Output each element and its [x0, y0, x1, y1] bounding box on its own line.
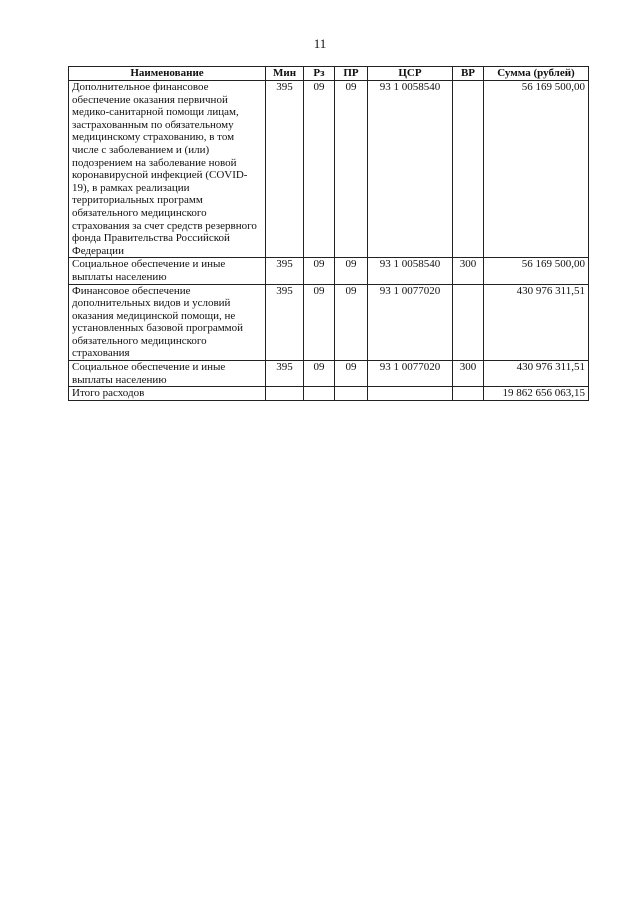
row-vr [453, 284, 484, 361]
row-rz: 09 [304, 284, 335, 361]
budget-table [68, 66, 589, 401]
header-vr: ВР [453, 67, 484, 81]
row-min: 395 [266, 361, 304, 387]
row-vr: 300 [453, 361, 484, 387]
row-name: Дополнительное финансовое обеспечение оказания первичной медико-санитарной помощи лицам, застрахованным по обязательному медицинскому страхованию, в том числе с заболеванием и (или) подозрением на заболевание новой коронавирусной инфекцией (COVID-19), в рамках реализации территориальных программ обязательного медицинского страхования за счет средств резервного фонда Правительства Российской Федерации [69, 81, 266, 258]
row-rz: 09 [304, 81, 335, 258]
total-vr [453, 387, 484, 401]
table-row [69, 284, 589, 361]
total-rz [304, 387, 335, 401]
row-rz: 09 [304, 361, 335, 387]
row-min: 395 [266, 258, 304, 284]
row-min: 395 [266, 284, 304, 361]
row-name: Социальное обеспечение и иные выплаты населению [69, 258, 266, 284]
row-pr: 09 [335, 81, 368, 258]
total-label: Итого расходов [69, 387, 266, 401]
row-sum: 56 169 500,00 [484, 258, 589, 284]
row-sum: 430 976 311,51 [484, 361, 589, 387]
total-csr [368, 387, 453, 401]
row-csr: 93 1 0058540 [368, 258, 453, 284]
row-sum: 430 976 311,51 [484, 284, 589, 361]
row-pr: 09 [335, 361, 368, 387]
total-pr [335, 387, 368, 401]
total-sum: 19 862 656 063,15 [484, 387, 589, 401]
row-name: Финансовое обеспечение дополнительных видов и условий оказания медицинской помощи, не установленных базовой программой обязательного медицинского страхования [69, 284, 266, 361]
header-name: Наименование [69, 67, 266, 81]
row-csr: 93 1 0077020 [368, 361, 453, 387]
table-row [69, 81, 589, 258]
row-vr [453, 81, 484, 258]
row-csr: 93 1 0058540 [368, 81, 453, 258]
total-min [266, 387, 304, 401]
table-header-row [69, 67, 589, 81]
row-name: Социальное обеспечение и иные выплаты населению [69, 361, 266, 387]
row-vr: 300 [453, 258, 484, 284]
total-row [69, 387, 589, 401]
table-row [69, 361, 589, 387]
header-min: Мин [266, 67, 304, 81]
row-min: 395 [266, 81, 304, 258]
row-csr: 93 1 0077020 [368, 284, 453, 361]
header-rz: Рз [304, 67, 335, 81]
row-sum: 56 169 500,00 [484, 81, 589, 258]
row-rz: 09 [304, 258, 335, 284]
row-pr: 09 [335, 284, 368, 361]
header-sum: Сумма (рублей) [484, 67, 589, 81]
header-csr: ЦСР [368, 67, 453, 81]
table-row [69, 258, 589, 284]
header-pr: ПР [335, 67, 368, 81]
page-number: 11 [313, 36, 327, 51]
row-pr: 09 [335, 258, 368, 284]
